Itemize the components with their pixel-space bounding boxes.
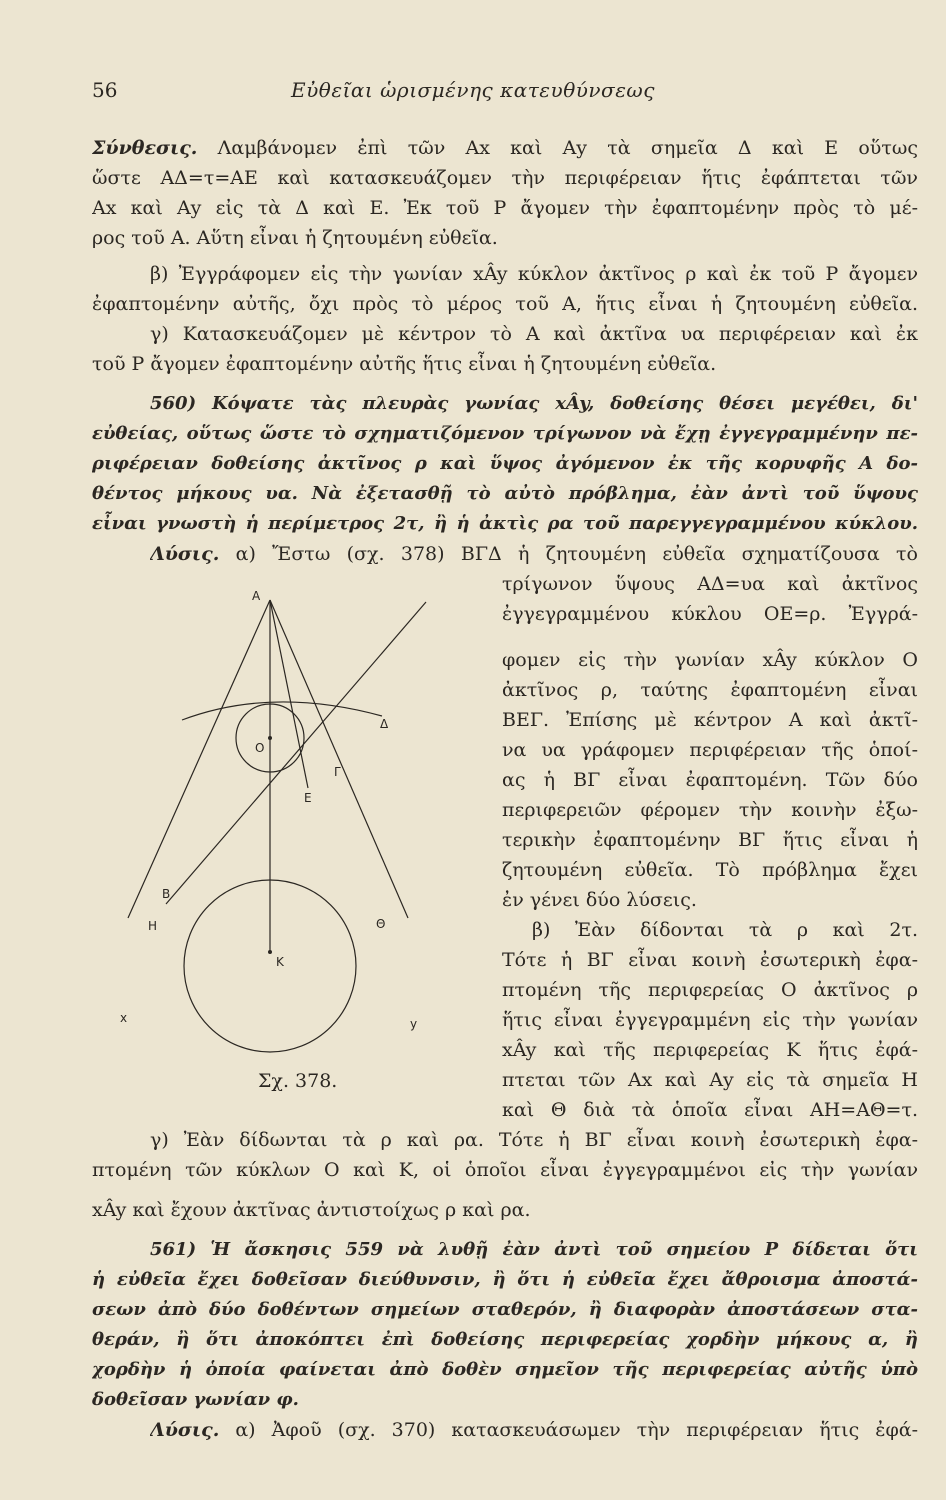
label-d: Δ — [380, 717, 389, 731]
text-line: ἥτις εἶναι ἐγγεγραμμένη εἰς τὴν γωνίαν — [502, 1009, 918, 1031]
label-g: Γ — [334, 765, 341, 779]
text-line: xÂy καὶ τῆς περιφερείας Κ ἥτις ἐφά- — [502, 1039, 918, 1061]
label-b: Β — [162, 887, 171, 901]
text-line: ἐγγεγραμμένου κύκλου ΟΕ=ρ. Ἐγγρά- — [502, 603, 918, 625]
exercise-560-line: θέντος μήκους υα. Νὰ ἐξετασθῇ τὸ αὐτὸ πρόβλημα, ἐὰν ἀντὶ τοῦ ὕψους — [92, 483, 918, 504]
text-line: xÂy καὶ ἔχουν ἀκτῖνας ἀντιστοίχως ρ καὶ ρα. — [92, 1199, 531, 1221]
label-th: Θ — [376, 917, 386, 931]
label-k: Κ — [276, 955, 284, 969]
text-line: καὶ Θ διὰ τὰ ὁποῖα εἶναι ΑΗ=ΑΘ=τ. — [502, 1099, 918, 1121]
text-line: Σύνθεσις. Λαμβάνομεν ἐπὶ τῶν Αx καὶ Αy τὰ σημεῖα Δ καὶ Ε οὕτως — [92, 137, 918, 159]
line-ae — [270, 600, 308, 788]
text-line: τερικὴν ἐφαπτομένην ΒΓ ἥτις εἶναι ἡ — [502, 829, 918, 851]
text-line: ἐφαπτομένην αὐτῆς, ὄχι πρὸς τὸ μέρος τοῦ Α, ἥτις εἶναι ἡ ζητουμένη εὐθεῖα. — [92, 293, 918, 315]
label-e: Ε — [304, 791, 312, 805]
arc-altitude-circle — [182, 702, 382, 720]
text-line: Λύσις. α) Ἔστω (σχ. 378) ΒΓΔ ἡ ζητουμένη εὐθεῖα σχηματίζουσα τὸ — [150, 543, 918, 565]
text-line: γ) Κατασκευάζομεν μὲ κέντρον τὸ Α καὶ ἀκτῖνα υα περιφέρειαν καὶ ἐκ — [150, 323, 918, 345]
exercise-561-line: θεράν, ἢ ὅτι ἀποκόπτει ἐπὶ δοθείσης περιφερείας χορδὴν μήκους α, ἢ — [92, 1329, 918, 1350]
text-line: τρίγωνον ὕψους ΑΔ=υα καὶ ἀκτῖνος — [502, 573, 918, 595]
point-o — [268, 736, 272, 740]
text-line: ας ἡ ΒΓ εἶναι ἐφαπτομένη. Τῶν δύο — [502, 769, 918, 791]
exercise-561-line: σεων ἀπὸ δύο δοθέντων σημείων σταθερόν, ἢ διαφορὰν ἀποστάσεων στα- — [92, 1299, 918, 1320]
text-line: τοῦ Ρ ἄγομεν ἐφαπτομένην αὐτῆς ἥτις εἶναι ἡ ζητουμένη εὐθεῖα. — [92, 353, 717, 375]
text-line: περιφερειῶν φέρομεν τὴν κοινὴν ἐξω- — [502, 799, 918, 821]
label-a: Α — [252, 589, 261, 603]
text-line: ὥστε ΑΔ=τ=ΑΕ καὶ κατασκευάζομεν τὴν περιφέρειαν ἥτις ἐφάπτεται τῶν — [92, 167, 918, 189]
exercise-560-line: εἶναι γνωστὴ ἡ περίμετρος 2τ, ἢ ἡ ἀκτὶς ρα τοῦ παρεγγεγραμμένου κύκλου. — [92, 513, 918, 534]
figure-caption: Σχ. 378. — [258, 1070, 338, 1092]
exercise-561-line: ἡ εὐθεῖα ἔχει δοθεῖσαν διεύθυνσιν, ἢ ὅτι ἡ εὐθεῖα ἔχει ἄθροισμα ἀποστά- — [92, 1269, 918, 1290]
text-line: πτομένη τῶν κύκλων Ο καὶ Κ, οἱ ὁποῖοι εἶναι ἐγγεγραμμένοι εἰς τὴν γωνίαν — [92, 1159, 918, 1181]
label-x: x — [120, 1011, 128, 1025]
text-line: ἐν γένει δύο λύσεις. — [502, 889, 697, 911]
text-line: ἀκτῖνος ρ, ταύτης ἐφαπτομένη εἶναι — [502, 679, 918, 701]
text-line: ρος τοῦ Α. Αὕτη εἶναι ἡ ζητουμένη εὐθεῖα. — [92, 227, 498, 249]
text-line: β) Ἐὰν δίδονται τὰ ρ καὶ 2τ. — [532, 919, 918, 941]
text-line: Τότε ἡ ΒΓ εἶναι κοινὴ ἐσωτερικὴ ἐφα- — [502, 949, 918, 971]
text-line: ζητουμένη εὐθεῖα. Τὸ πρόβλημα ἔχει — [502, 859, 918, 881]
text-line: φομεν εἰς τὴν γωνίαν xÂy κύκλον Ο — [502, 649, 918, 671]
running-title: Εὐθεῖαι ὡρισμένης κατευθύνσεως — [291, 78, 655, 102]
exercise-560-line: ριφέρειαν δοθείσης ἀκτῖνος ρ καὶ ὕψος ἀγόμενον ἐκ τῆς κορυφῆς Α δο- — [92, 453, 918, 474]
label-h: Η — [148, 919, 158, 933]
line-ax — [128, 600, 270, 918]
exercise-561-line: 561) Ἡ ἄσκησις 559 νὰ λυθῇ ἐὰν ἀντὶ τοῦ σημείου Ρ δίδεται ὅτι — [150, 1239, 918, 1260]
label-y: y — [410, 1017, 418, 1031]
text-line: γ) Ἐὰν δίδωνται τὰ ρ καὶ ρα. Τότε ἡ ΒΓ εἶναι κοινὴ ἐσωτερικὴ ἐφα- — [150, 1129, 918, 1151]
text-line: να υα γράφομεν περιφέρειαν τῆς ὁποί- — [502, 739, 918, 761]
text-line: ΒΕΓ. Ἐπίσης μὲ κέντρον Α καὶ ἀκτῖ- — [502, 709, 918, 731]
exercise-561-line: δοθεῖσαν γωνίαν φ. — [92, 1389, 299, 1410]
tangent-line-bg — [166, 602, 426, 904]
figure-378 — [112, 586, 432, 1066]
page-number: 56 — [92, 78, 118, 102]
text-line: Αx καὶ Αy εἰς τὰ Δ καὶ Ε. Ἐκ τοῦ Ρ ἄγομεν τὴν ἐφαπτομένην πρὸς τὸ μέ- — [92, 197, 918, 219]
text-line: Λύσις. α) Ἀφοῦ (σχ. 370) κατασκευάσωμεν τὴν περιφέρειαν ἥτις ἐφά- — [150, 1419, 918, 1441]
exercise-561-line: χορδὴν ἡ ὁποία φαίνεται ἀπὸ δοθὲν σημεῖον τῆς περιφερείας αὐτῆς ὑπὸ — [92, 1359, 918, 1380]
exercise-560-line: 560) Κόψατε τὰς πλευρὰς γωνίας xÂy, δοθείσης θέσει μεγέθει, δι' — [150, 393, 918, 414]
exercise-560-line: εὐθείας, οὕτως ὥστε τὸ σχηματιζόμενον τρίγωνον νὰ ἔχῃ ἐγγεγραμμένην πε- — [92, 423, 918, 444]
label-o: Ο — [255, 741, 265, 755]
point-k — [268, 950, 272, 954]
text-line: β) Ἐγγράφομεν εἰς τὴν γωνίαν xÂy κύκλον ἀκτῖνος ρ καὶ ἐκ τοῦ Ρ ἄγομεν — [150, 263, 918, 285]
text-line: πτεται τῶν Αx καὶ Αy εἰς τὰ σημεῖα Η — [502, 1069, 918, 1091]
text-line: πτομένη τῆς περιφερείας Ο ἀκτῖνος ρ — [502, 979, 918, 1001]
